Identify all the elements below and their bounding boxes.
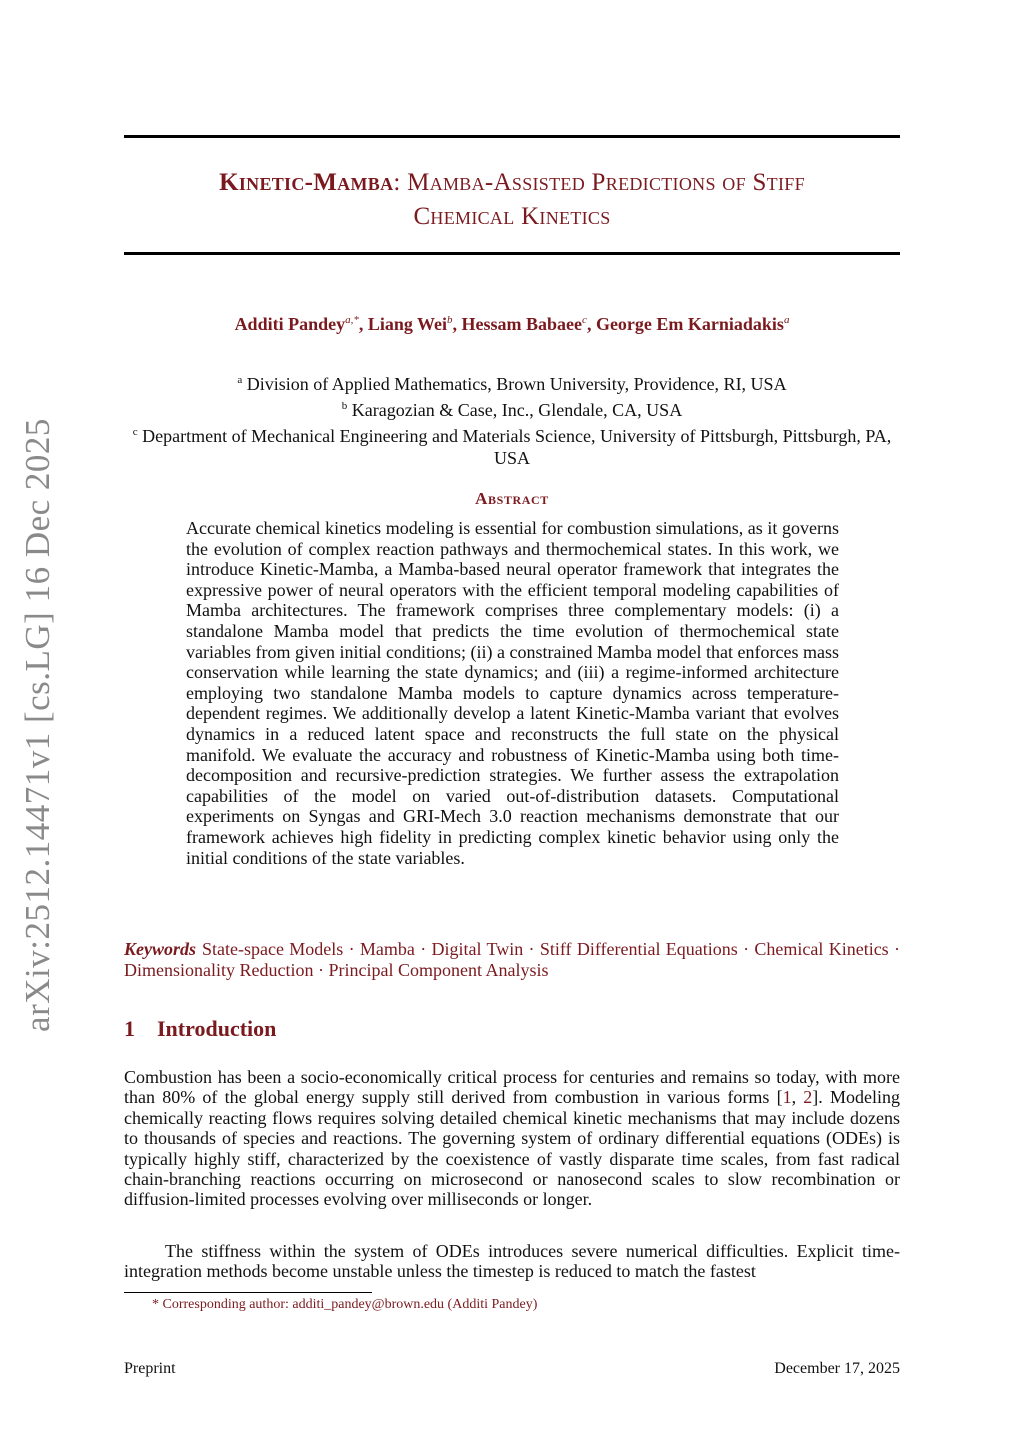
intro-paragraph-1: [124, 1067, 900, 1210]
author-affil-mark: b: [447, 314, 453, 326]
arxiv-stamp: arXiv:2512.14471v1 [cs.LG] 16 Dec 2025: [18, 418, 57, 1032]
footnote-rule: [124, 1292, 372, 1293]
affiliation-text: Karagozian & Case, Inc., Glendale, CA, USA: [347, 400, 683, 420]
title-top-rule: [124, 135, 900, 138]
paragraph-text: Combustion has been a socio-economically critical process for centuries and remains so today, with more than 80% of the global energy supply still derived from combustion in various forms [: [124, 1067, 900, 1108]
author-name[interactable]: Liang Wei: [367, 314, 448, 334]
affiliation-text: Department of Mechanical Engineering and Materials Science, University of Pittsburgh, Pittsburgh, PA, USA: [137, 426, 892, 468]
section-title: Introduction: [157, 1016, 277, 1041]
affiliation: [124, 421, 900, 469]
footer-preprint-label: Preprint: [124, 1360, 176, 1377]
author-affil-mark: a,*: [345, 314, 359, 326]
citation-link[interactable]: 1: [782, 1087, 792, 1108]
affiliation: [124, 395, 900, 421]
paragraph-text: ]. Modeling chemically reacting flows requires solving detailed chemical kinetic mechanisms that may include dozens to thousands of species and reactions. The governing system of ordinary differential equations (ODEs) is typically highly stiff, characterized by the coexistence of vastly disparate time scales, from fast radical chain-branching reactions occurring on microsecond or nanosecond scales to slow recombination or diffusion-limited processes evolving over milliseconds or longer.: [124, 1087, 901, 1210]
citation-separator: ,: [791, 1087, 804, 1108]
affiliation-mark: b: [341, 400, 348, 412]
affiliation: [124, 369, 900, 395]
abstract-body: Accurate chemical kinetics modeling is essential for combustion simulations, as it governs the evolution of complex reaction pathways and thermochemical states. In this work, we introduce Kinetic-Mamba, a Mamba-based neural operator framework that integrates the expressive power of neural operators with the efficient temporal modeling capabilities of Mamba architectures. The framework comprises three complementary models: (i) a standalone Mamba model that predicts the time evolution of thermochemical state variables from given initial conditions; (ii) a constrained Mamba model that enforces mass conservation while learning the state dynamics; and (iii) a regime-informed architecture employing two standalone Mamba models to capture dynamics across temperature-dependent regimes. We additionally develop a latent Kinetic-Mamba variant that evolves dynamics in a reduced latent space and reconstructs the full state on the physical manifold. We evaluate the accuracy and robustness of Kinetic-Mamba using both time-decomposition and recursive-prediction strategies. We further assess the extrapolation capabilities of the model on varied out-of-distribution datasets. Computational experiments on Syngas and GRI-Mech 3.0 reaction mechanisms demonstrate that our framework achieves high fidelity in predicting complex kinetic behavior using only the initial conditions of the state variables.: [186, 518, 839, 868]
author-list: [124, 314, 900, 335]
keywords-label: Keywords: [124, 939, 196, 959]
author-separator: ,: [452, 314, 462, 334]
intro-paragraph-2: The stiffness within the system of ODEs introduces severe numerical difficulties. Explicit time-integration methods become unstable unless the timestep is reduced to match the fastest: [124, 1241, 900, 1282]
author-name[interactable]: George Em Karniadakis: [595, 314, 784, 334]
footnote: [152, 1297, 537, 1313]
affiliation-list: [124, 369, 900, 469]
affiliation-mark: a: [237, 374, 243, 386]
author-name[interactable]: Hessam Babaee: [461, 314, 583, 334]
abstract-heading: Abstract: [475, 489, 549, 508]
footnote-text[interactable]: Corresponding author: additi_pandey@brown.edu (Additi Pandey): [159, 1297, 538, 1312]
section-heading: [124, 1016, 276, 1042]
author-affil-mark: a: [783, 314, 790, 326]
author-name[interactable]: Additi Pandey: [234, 314, 346, 334]
footnote-mark: *: [152, 1297, 159, 1312]
author-separator: ,: [586, 314, 596, 334]
title-part-2: : Mamba-Assisted Predictions of Stiff: [393, 169, 805, 196]
footer-date: December 17, 2025: [774, 1360, 900, 1377]
paper-title: [124, 166, 900, 234]
keywords-block: [124, 939, 900, 981]
section-number: 1: [124, 1016, 135, 1041]
affiliation-mark: c: [132, 426, 138, 438]
citation-link[interactable]: 2: [803, 1087, 813, 1108]
title-part-1: Kinetic-Mamba: [219, 169, 394, 196]
author-separator: ,: [358, 314, 368, 334]
title-bottom-rule: [124, 252, 900, 255]
author-affil-mark: c: [582, 314, 587, 326]
title-part-3: Chemical Kinetics: [413, 203, 611, 230]
affiliation-text: Division of Applied Mathematics, Brown University, Providence, RI, USA: [242, 374, 787, 394]
keywords-list: State-space Models · Mamba · Digital Twin · Stiff Differential Equations · Chemical Kinetics · Dimensionality Reduction · Principal Component Analysis: [124, 939, 900, 980]
